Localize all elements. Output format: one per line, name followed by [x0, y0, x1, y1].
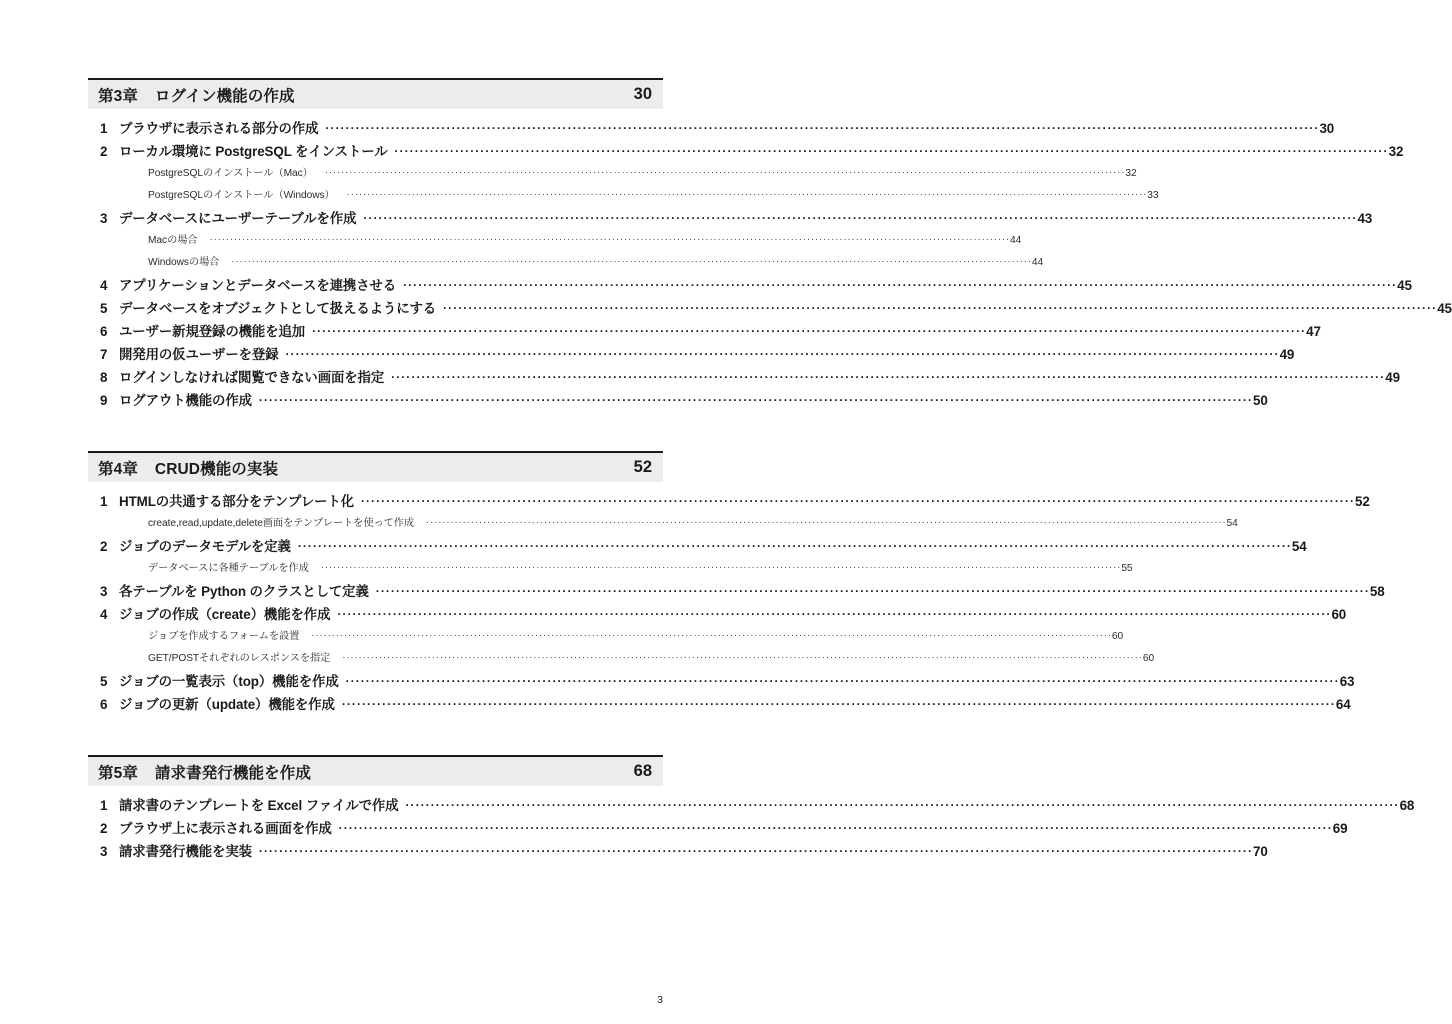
- toc-section-row[interactable]: [88, 344, 1295, 367]
- toc-entry-label: ユーザー新規登録の機能を追加: [119, 324, 306, 339]
- toc-entry-label: ジョブの更新（update）機能を作成: [119, 697, 335, 712]
- toc-entry-label: ジョブのデータモデルを定義: [119, 539, 291, 554]
- toc-section-number: 7: [100, 347, 108, 362]
- toc-entry-label: データベースに各種テーブルを作成: [148, 563, 309, 574]
- dot-leader: ·····································································································································································································: [324, 167, 1126, 178]
- dot-leader: ·····································································································································································································: [258, 844, 1253, 858]
- toc-entry-label: 開発用の仮ユーザーを登録: [119, 347, 279, 362]
- toc-section-number: 3: [100, 211, 108, 226]
- chapter-block: [88, 755, 1415, 864]
- toc-section-number: 2: [100, 821, 108, 836]
- dot-leader: ·····································································································································································································: [426, 517, 1227, 528]
- toc-section-row[interactable]: [88, 671, 1355, 694]
- toc-entry-page-number: 63: [1339, 674, 1355, 689]
- toc-entry-label: ブラウザに表示される部分の作成: [119, 121, 319, 136]
- toc-section-number: 5: [100, 674, 108, 689]
- dot-leader: ·····································································································································································································: [297, 539, 1292, 553]
- dot-leader: ·····································································································································································································: [391, 370, 1386, 384]
- toc-entry-page-number: 49: [1279, 347, 1295, 362]
- toc-entry-page-number: 60: [1142, 653, 1155, 664]
- toc-entry-page-number: 43: [1357, 211, 1373, 226]
- toc-section-number: 5: [100, 301, 108, 316]
- toc-entry-label: PostgreSQLのインストール（Windows）: [148, 190, 335, 201]
- dot-leader: ·····································································································································································································: [320, 562, 1122, 573]
- toc-entry-page-number: 44: [1010, 235, 1022, 246]
- chapter-page-number: 68: [633, 762, 652, 780]
- toc-entry-page-number: 45: [1437, 301, 1452, 316]
- toc-subsection-row[interactable]: [88, 231, 1022, 253]
- toc-entry-page-number: 33: [1147, 190, 1159, 201]
- toc-section-row[interactable]: [88, 795, 1415, 818]
- toc-entry-page-number: 70: [1252, 844, 1268, 859]
- dot-leader: ·····································································································································································································: [405, 798, 1400, 812]
- dot-leader: ·····································································································································································································: [231, 256, 1032, 267]
- chapter-title: CRUD機能の実装: [154, 460, 279, 478]
- chapter-entry-list: [88, 482, 1385, 717]
- toc-entry-page-number: 32: [1125, 168, 1137, 179]
- dot-leader: ·····································································································································································································: [338, 821, 1333, 835]
- toc-section-number: 2: [100, 539, 108, 554]
- toc-entry-page-number: 58: [1369, 584, 1385, 599]
- chapter-entry-list: [88, 786, 1415, 864]
- chapter-entry-list: [88, 109, 1452, 413]
- toc-section-row[interactable]: [88, 390, 1268, 413]
- toc-entry-page-number: 60: [1331, 607, 1347, 622]
- toc-entry-label: ローカル環境に PostgreSQL をインストール: [119, 144, 388, 159]
- dot-leader: ·····································································································································································································: [337, 607, 1332, 621]
- toc-entry-label: PostgreSQLのインストール（Mac）: [148, 168, 313, 179]
- toc-section-number: 4: [100, 607, 108, 622]
- toc-section-number: 3: [100, 844, 108, 859]
- toc-entry-page-number: 44: [1031, 257, 1044, 268]
- toc-section-number: 6: [100, 697, 108, 712]
- chapter-title: 請求書発行機能を作成: [154, 764, 311, 782]
- dot-leader: ·····································································································································································································: [341, 697, 1336, 711]
- toc-entry-page-number: 54: [1226, 518, 1238, 529]
- chapter-block: [88, 78, 1452, 413]
- toc-subsection-row[interactable]: [88, 186, 1159, 208]
- toc-entry-label: アプリケーションとデータベースを連携させる: [119, 278, 397, 293]
- toc-entry-page-number: 60: [1111, 631, 1124, 642]
- footer-page-number: 3: [657, 994, 663, 1006]
- chapter-page-number: 52: [633, 458, 652, 476]
- toc-subsection-row[interactable]: [88, 253, 1044, 275]
- toc-entry-label: HTMLの共通する部分をテンプレート化: [119, 494, 354, 509]
- toc-section-row[interactable]: [88, 604, 1347, 627]
- toc-entry-label: ジョブの一覧表示（top）機能を作成: [119, 674, 339, 689]
- toc-section-number: 4: [100, 278, 108, 293]
- toc-section-row[interactable]: [88, 581, 1385, 604]
- toc-section-row[interactable]: [88, 118, 1335, 141]
- toc-entry-page-number: 32: [1388, 144, 1404, 159]
- dot-leader: ·····································································································································································································: [360, 494, 1356, 508]
- toc-section-number: 1: [100, 121, 108, 136]
- chapter-label: 第5章: [98, 764, 138, 782]
- toc-entry-page-number: 45: [1397, 278, 1412, 293]
- toc-section-number: 3: [100, 584, 108, 599]
- toc-entry-label: ログアウト機能の作成: [119, 393, 252, 408]
- toc-entry-page-number: 52: [1355, 494, 1370, 509]
- toc-entry-page-number: 49: [1385, 370, 1400, 385]
- dot-leader: ·····································································································································································································: [312, 324, 1307, 338]
- toc-entry-page-number: 47: [1306, 324, 1321, 339]
- toc-entry-label: データベースをオブジェクトとして扱えるようにする: [119, 301, 437, 316]
- dot-leader: ·····································································································································································································: [394, 144, 1389, 158]
- toc-section-row[interactable]: [88, 141, 1404, 164]
- toc-entry-label: Windowsの場合: [148, 257, 220, 268]
- toc-subsection-row[interactable]: [88, 559, 1133, 581]
- toc-section-number: 6: [100, 324, 108, 339]
- toc-subsection-row[interactable]: [88, 164, 1137, 186]
- dot-leader: ·····································································································································································································: [285, 347, 1280, 361]
- toc-entry-label: ブラウザ上に表示される画面を作成: [119, 821, 332, 836]
- dot-leader: ·····································································································································································································: [363, 211, 1358, 225]
- toc-section-row[interactable]: [88, 536, 1307, 559]
- toc-subsection-row[interactable]: [88, 649, 1155, 671]
- toc-section-number: 8: [100, 370, 108, 385]
- dot-leader: ·····································································································································································································: [258, 393, 1253, 407]
- table-of-contents: [88, 78, 1452, 864]
- toc-section-row[interactable]: [88, 818, 1348, 841]
- toc-section-row[interactable]: [88, 491, 1370, 514]
- toc-entry-label: create,read,update,delete画面をテンプレートを使って作成: [148, 518, 415, 529]
- toc-section-number: 9: [100, 393, 108, 408]
- dot-leader: ·····································································································································································································: [345, 674, 1340, 688]
- toc-section-row[interactable]: [88, 694, 1351, 717]
- toc-entry-page-number: 68: [1399, 798, 1415, 813]
- toc-entry-label: 請求書発行機能を実装: [119, 844, 252, 859]
- toc-section-row[interactable]: [88, 275, 1412, 298]
- toc-entry-page-number: 55: [1121, 563, 1133, 574]
- dot-leader: ·····································································································································································································: [325, 121, 1320, 135]
- toc-entry-label: ログインしなければ閲覧できない画面を指定: [119, 370, 385, 385]
- toc-entry-page-number: 64: [1335, 697, 1351, 712]
- chapter-page-number: 30: [633, 85, 652, 103]
- toc-entry-label: ジョブを作成するフォームを設置: [148, 631, 300, 642]
- chapter-title: ログイン機能の作成: [154, 87, 295, 105]
- toc-section-row[interactable]: [88, 367, 1400, 390]
- toc-entry-label: Macの場合: [148, 235, 198, 246]
- toc-section-row[interactable]: [88, 321, 1321, 344]
- toc-entry-page-number: 50: [1252, 393, 1268, 408]
- toc-entry-page-number: 30: [1319, 121, 1335, 136]
- toc-entry-label: 請求書のテンプレートを Excel ファイルで作成: [119, 798, 399, 813]
- toc-section-row[interactable]: [88, 208, 1373, 231]
- toc-entry-label: データベースにユーザーテーブルを作成: [119, 211, 357, 226]
- dot-leader: ·····································································································································································································: [311, 630, 1112, 641]
- toc-entry-label: ジョブの作成（create）機能を作成: [119, 607, 331, 622]
- toc-subsection-row[interactable]: [88, 627, 1124, 649]
- toc-entry-label: 各テーブルを Python のクラスとして定義: [119, 584, 369, 599]
- dot-leader: ·····································································································································································································: [375, 584, 1370, 598]
- toc-section-row[interactable]: [88, 298, 1452, 321]
- toc-entry-page-number: 69: [1332, 821, 1348, 836]
- toc-section-number: 2: [100, 144, 108, 159]
- dot-leader: ·····································································································································································································: [443, 301, 1438, 315]
- toc-section-number: 1: [100, 494, 108, 509]
- chapter-header[interactable]: [88, 451, 663, 482]
- dot-leader: ·····································································································································································································: [342, 652, 1143, 663]
- toc-entry-page-number: 54: [1291, 539, 1307, 554]
- chapter-label: 第4章: [98, 460, 138, 478]
- toc-entry-label: GET/POSTそれぞれのレスポンスを指定: [148, 653, 331, 664]
- dot-leader: ·····································································································································································································: [346, 189, 1148, 200]
- toc-subsection-row[interactable]: [88, 514, 1238, 536]
- chapter-header[interactable]: [88, 755, 663, 786]
- dot-leader: ·····································································································································································································: [403, 278, 1398, 292]
- chapter-block: [88, 451, 1385, 717]
- dot-leader: ·····································································································································································································: [209, 234, 1011, 245]
- chapter-label: 第3章: [98, 87, 138, 105]
- chapter-header[interactable]: [88, 78, 663, 109]
- toc-section-number: 1: [100, 798, 108, 813]
- toc-section-row[interactable]: [88, 841, 1268, 864]
